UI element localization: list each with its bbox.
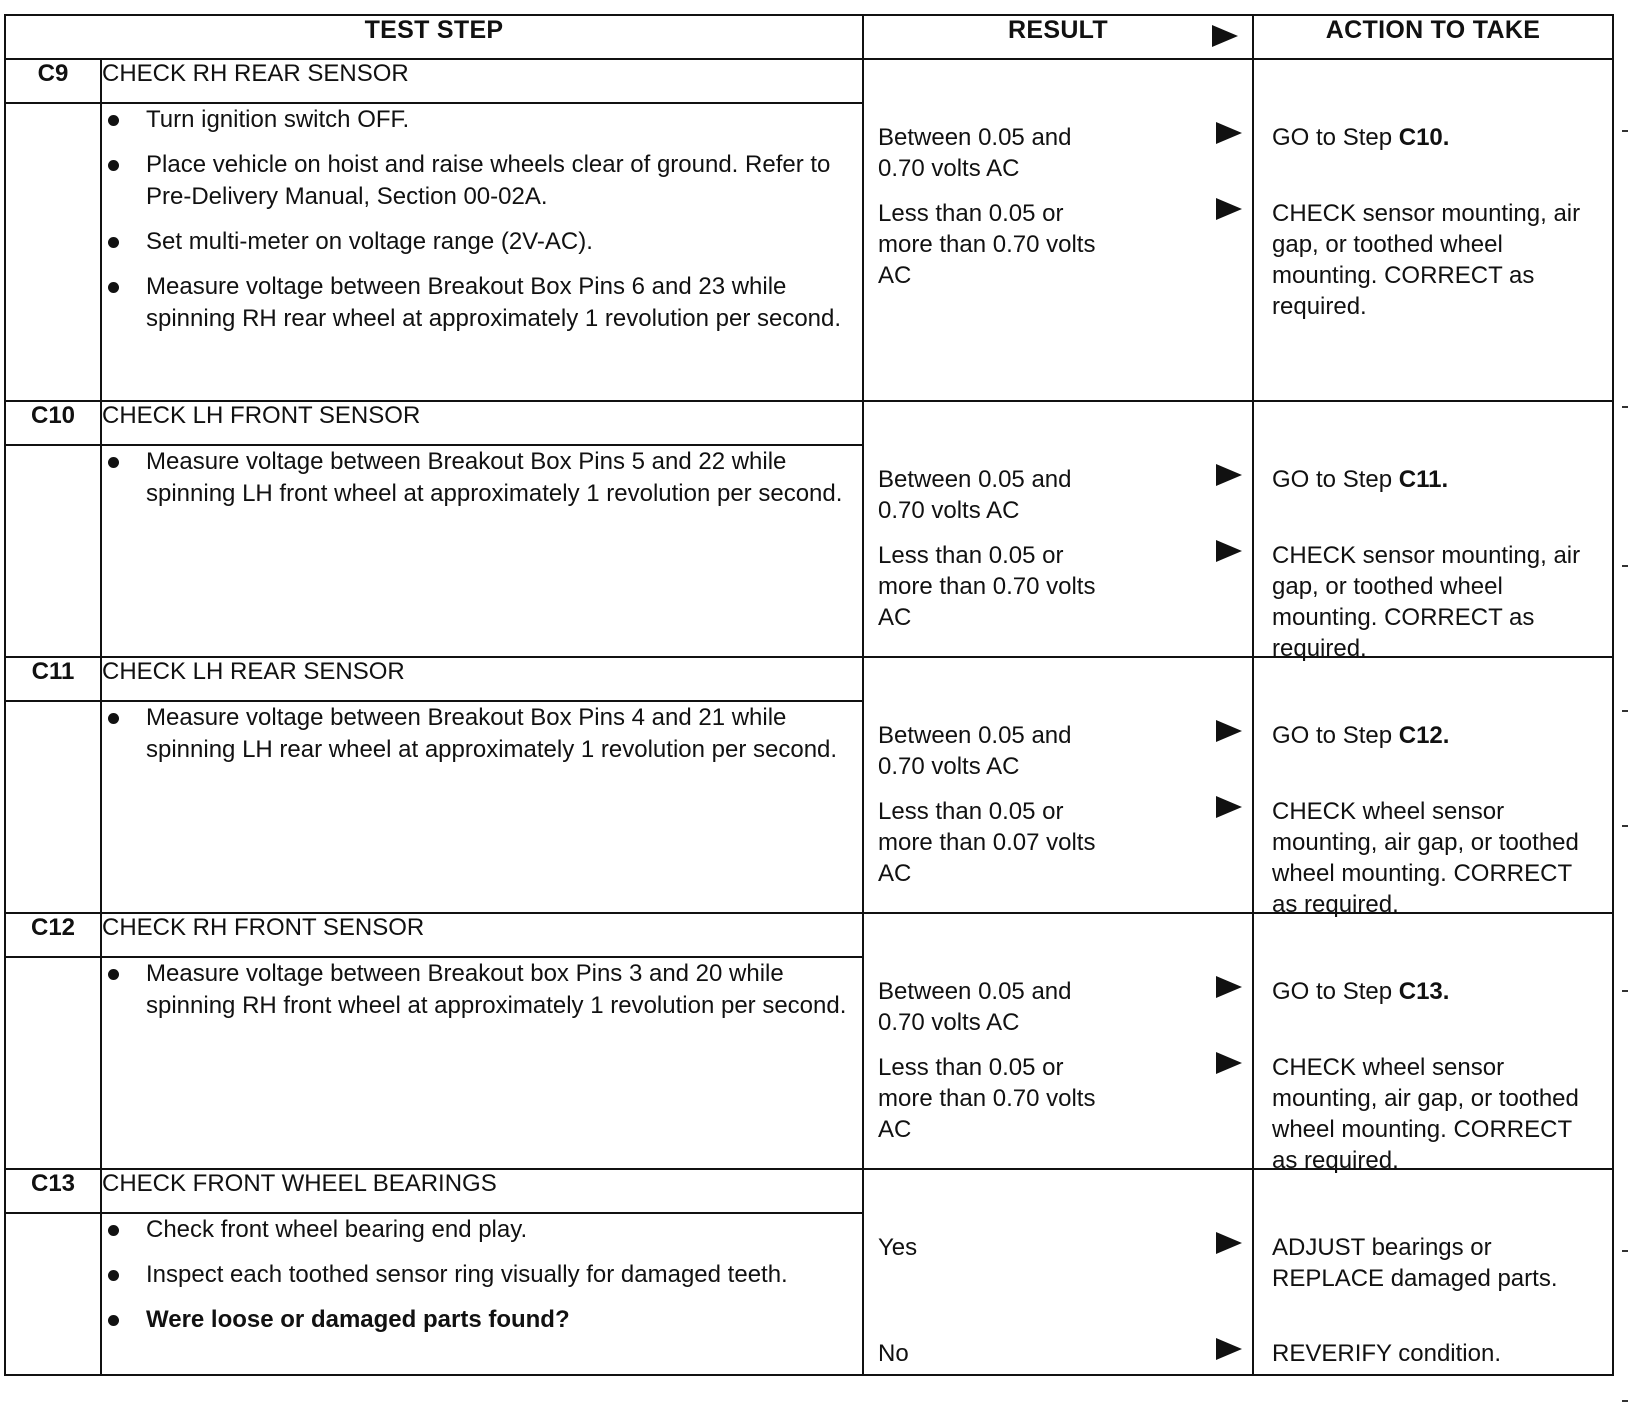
bullet-icon [108, 1270, 119, 1281]
bullet-item [102, 149, 862, 213]
bullet-item [102, 226, 862, 258]
bullet-item [102, 702, 862, 766]
arrow-right-icon [1216, 796, 1242, 818]
result-item [878, 464, 1242, 526]
result-item [878, 720, 1242, 782]
action-cell [1253, 401, 1613, 662]
bullet-icon [108, 457, 119, 468]
arrow-right-icon [1216, 1232, 1242, 1254]
arrow-right-icon [1216, 540, 1242, 562]
step-title: CHECK LH REAR SENSOR [101, 657, 863, 701]
action-item [1272, 1052, 1602, 1176]
bullet-text: Measure voltage between Breakout box Pins 3 and 20 while spinning RH front wheel at approximately 1 revolution per second. [146, 960, 847, 1019]
arrow-right-icon [1216, 1052, 1242, 1074]
step-id-spacer [5, 445, 101, 657]
bullet-icon [108, 160, 119, 171]
step-id: C10 [5, 401, 101, 445]
step-title-row [5, 657, 1613, 701]
bullet-list [102, 958, 862, 1022]
step-id: C9 [5, 59, 101, 103]
step-title-row [5, 59, 1613, 103]
action-item [1272, 796, 1602, 920]
bullet-item [102, 1214, 862, 1246]
result-item [878, 540, 1242, 633]
step-title: CHECK FRONT WHEEL BEARINGS [101, 1169, 863, 1213]
action-text: CHECK wheel sensor mounting, air gap, or toothed wheel mounting. CORRECT as required. [1272, 798, 1579, 918]
margin-tick [1622, 1400, 1628, 1402]
header-test-step: TEST STEP [5, 15, 863, 59]
bullet-icon [108, 1315, 119, 1326]
bullet-list [102, 446, 862, 510]
bullet-text: Measure voltage between Breakout Box Pins 6 and 23 while spinning RH rear wheel at approximately 1 revolution per second. [146, 273, 842, 332]
result-text: Less than 0.05 or more than 0.70 volts AC [878, 542, 1096, 631]
arrow-right-icon [1216, 464, 1242, 486]
step-title: CHECK RH REAR SENSOR [101, 59, 863, 103]
bullet-text: Turn ignition switch OFF. [146, 106, 410, 133]
bullet-icon [108, 237, 119, 248]
step-title: CHECK LH FRONT SENSOR [101, 401, 863, 445]
step-instructions [101, 445, 863, 657]
action-text: REVERIFY condition. [1272, 1340, 1501, 1367]
step-instructions [101, 1213, 863, 1375]
bullet-icon [108, 115, 119, 126]
step-id: C12 [5, 913, 101, 957]
bullet-text: Place vehicle on hoist and raise wheels clear of ground. Refer to Pre-Delivery Manual, Section 00-02A. [146, 151, 831, 210]
arrow-right-icon [1216, 720, 1242, 742]
step-title: CHECK RH FRONT SENSOR [101, 913, 863, 957]
bullet-list [102, 702, 862, 766]
result-text: Less than 0.05 or more than 0.07 volts AC [878, 798, 1096, 887]
step-title-row [5, 1169, 1613, 1213]
action-item [1272, 464, 1602, 495]
result-text: Between 0.05 and 0.70 volts AC [878, 978, 1072, 1036]
step-id: C13 [5, 1169, 101, 1213]
step-instructions [101, 957, 863, 1169]
margin-tick [1622, 130, 1628, 132]
bullet-text: Check front wheel bearing end play. [146, 1216, 528, 1243]
result-item [878, 1232, 1242, 1263]
arrow-right-icon [1216, 122, 1242, 144]
arrow-right-icon [1212, 25, 1238, 47]
action-text: ADJUST bearings or REPLACE damaged parts. [1272, 1234, 1558, 1292]
step-id-spacer [5, 957, 101, 1169]
bullet-text: Measure voltage between Breakout Box Pins 4 and 21 while spinning LH rear wheel at approximately 1 revolution per second. [146, 704, 838, 763]
header-action: ACTION TO TAKE [1253, 15, 1613, 59]
action-cell [1253, 657, 1613, 918]
action-item [1272, 1232, 1602, 1294]
margin-tick [1622, 990, 1628, 992]
bullet-item [102, 104, 862, 136]
action-item [1272, 540, 1602, 664]
step-id-spacer [5, 103, 101, 401]
header-result-label: RESULT [1008, 16, 1108, 44]
bullet-item [102, 1304, 862, 1336]
action-cell [1253, 59, 1613, 401]
margin-tick [1622, 1250, 1628, 1252]
bullet-list [102, 1214, 862, 1336]
bullet-icon [108, 282, 119, 293]
result-text: Between 0.05 and 0.70 volts AC [878, 466, 1072, 524]
result-text: Between 0.05 and 0.70 volts AC [878, 722, 1072, 780]
result-cell [863, 657, 1253, 913]
action-text: GO to Step [1272, 466, 1399, 493]
action-cell [1253, 1169, 1613, 1375]
action-text: GO to Step [1272, 722, 1399, 749]
result-text: Less than 0.05 or more than 0.70 volts AC [878, 1054, 1096, 1143]
bullet-item [102, 446, 862, 510]
bullet-item [102, 271, 862, 335]
result-text: Between 0.05 and 0.70 volts AC [878, 124, 1072, 182]
bullet-icon [108, 713, 119, 724]
action-item [1272, 122, 1602, 153]
result-cell [863, 913, 1253, 1169]
step-id: C11 [5, 657, 101, 701]
arrow-right-icon [1216, 976, 1242, 998]
result-text: Less than 0.05 or more than 0.70 volts AC [878, 200, 1096, 289]
bullet-text: Were loose or damaged parts found? [146, 1306, 570, 1333]
action-text: CHECK wheel sensor mounting, air gap, or toothed wheel mounting. CORRECT as required. [1272, 1054, 1579, 1174]
action-text: CHECK sensor mounting, air gap, or toothed wheel mounting. CORRECT as required. [1272, 542, 1581, 662]
bullet-item [102, 1259, 862, 1291]
action-step-ref: C11. [1398, 466, 1449, 493]
result-item [878, 976, 1242, 1038]
action-step-ref: C10. [1398, 124, 1450, 151]
result-text: No [878, 1340, 909, 1367]
header-result [863, 15, 1253, 59]
bullet-icon [108, 969, 119, 980]
margin-tick [1622, 710, 1628, 712]
bullet-list [102, 104, 862, 335]
step-id-spacer [5, 701, 101, 913]
step-instructions [101, 103, 863, 401]
arrow-right-icon [1216, 1338, 1242, 1360]
action-item [1272, 720, 1602, 751]
action-item [1272, 1338, 1602, 1369]
step-title-row [5, 401, 1613, 445]
action-text: CHECK sensor mounting, air gap, or toothed wheel mounting. CORRECT as required. [1272, 200, 1581, 320]
bullet-text: Set multi-meter on voltage range (2V-AC). [146, 228, 593, 255]
margin-tick [1622, 565, 1628, 567]
result-text: Yes [878, 1234, 918, 1261]
step-id-spacer [5, 1213, 101, 1375]
action-text: GO to Step [1272, 124, 1399, 151]
action-step-ref: C13. [1398, 978, 1450, 1005]
header-row [5, 15, 1613, 59]
step-instructions [101, 701, 863, 913]
action-text: GO to Step [1272, 978, 1399, 1005]
diagnostic-table [4, 14, 1614, 1376]
result-item [878, 1052, 1242, 1145]
result-cell [863, 1169, 1253, 1375]
bullet-text: Inspect each toothed sensor ring visually for damaged teeth. [146, 1261, 788, 1288]
arrow-right-icon [1216, 198, 1242, 220]
margin-tick [1622, 406, 1628, 408]
action-item [1272, 198, 1602, 322]
action-cell [1253, 913, 1613, 1174]
action-item [1272, 976, 1602, 1007]
result-item [878, 122, 1242, 184]
step-title-row [5, 913, 1613, 957]
action-step-ref: C12. [1398, 722, 1450, 749]
result-item [878, 198, 1242, 291]
result-cell [863, 401, 1253, 657]
bullet-icon [108, 1225, 119, 1236]
margin-tick [1622, 825, 1628, 827]
result-cell [863, 59, 1253, 401]
bullet-item [102, 958, 862, 1022]
result-item [878, 796, 1242, 889]
bullet-text: Measure voltage between Breakout Box Pins 5 and 22 while spinning LH front wheel at approximately 1 revolution per second. [146, 448, 843, 507]
result-item [878, 1338, 1242, 1369]
